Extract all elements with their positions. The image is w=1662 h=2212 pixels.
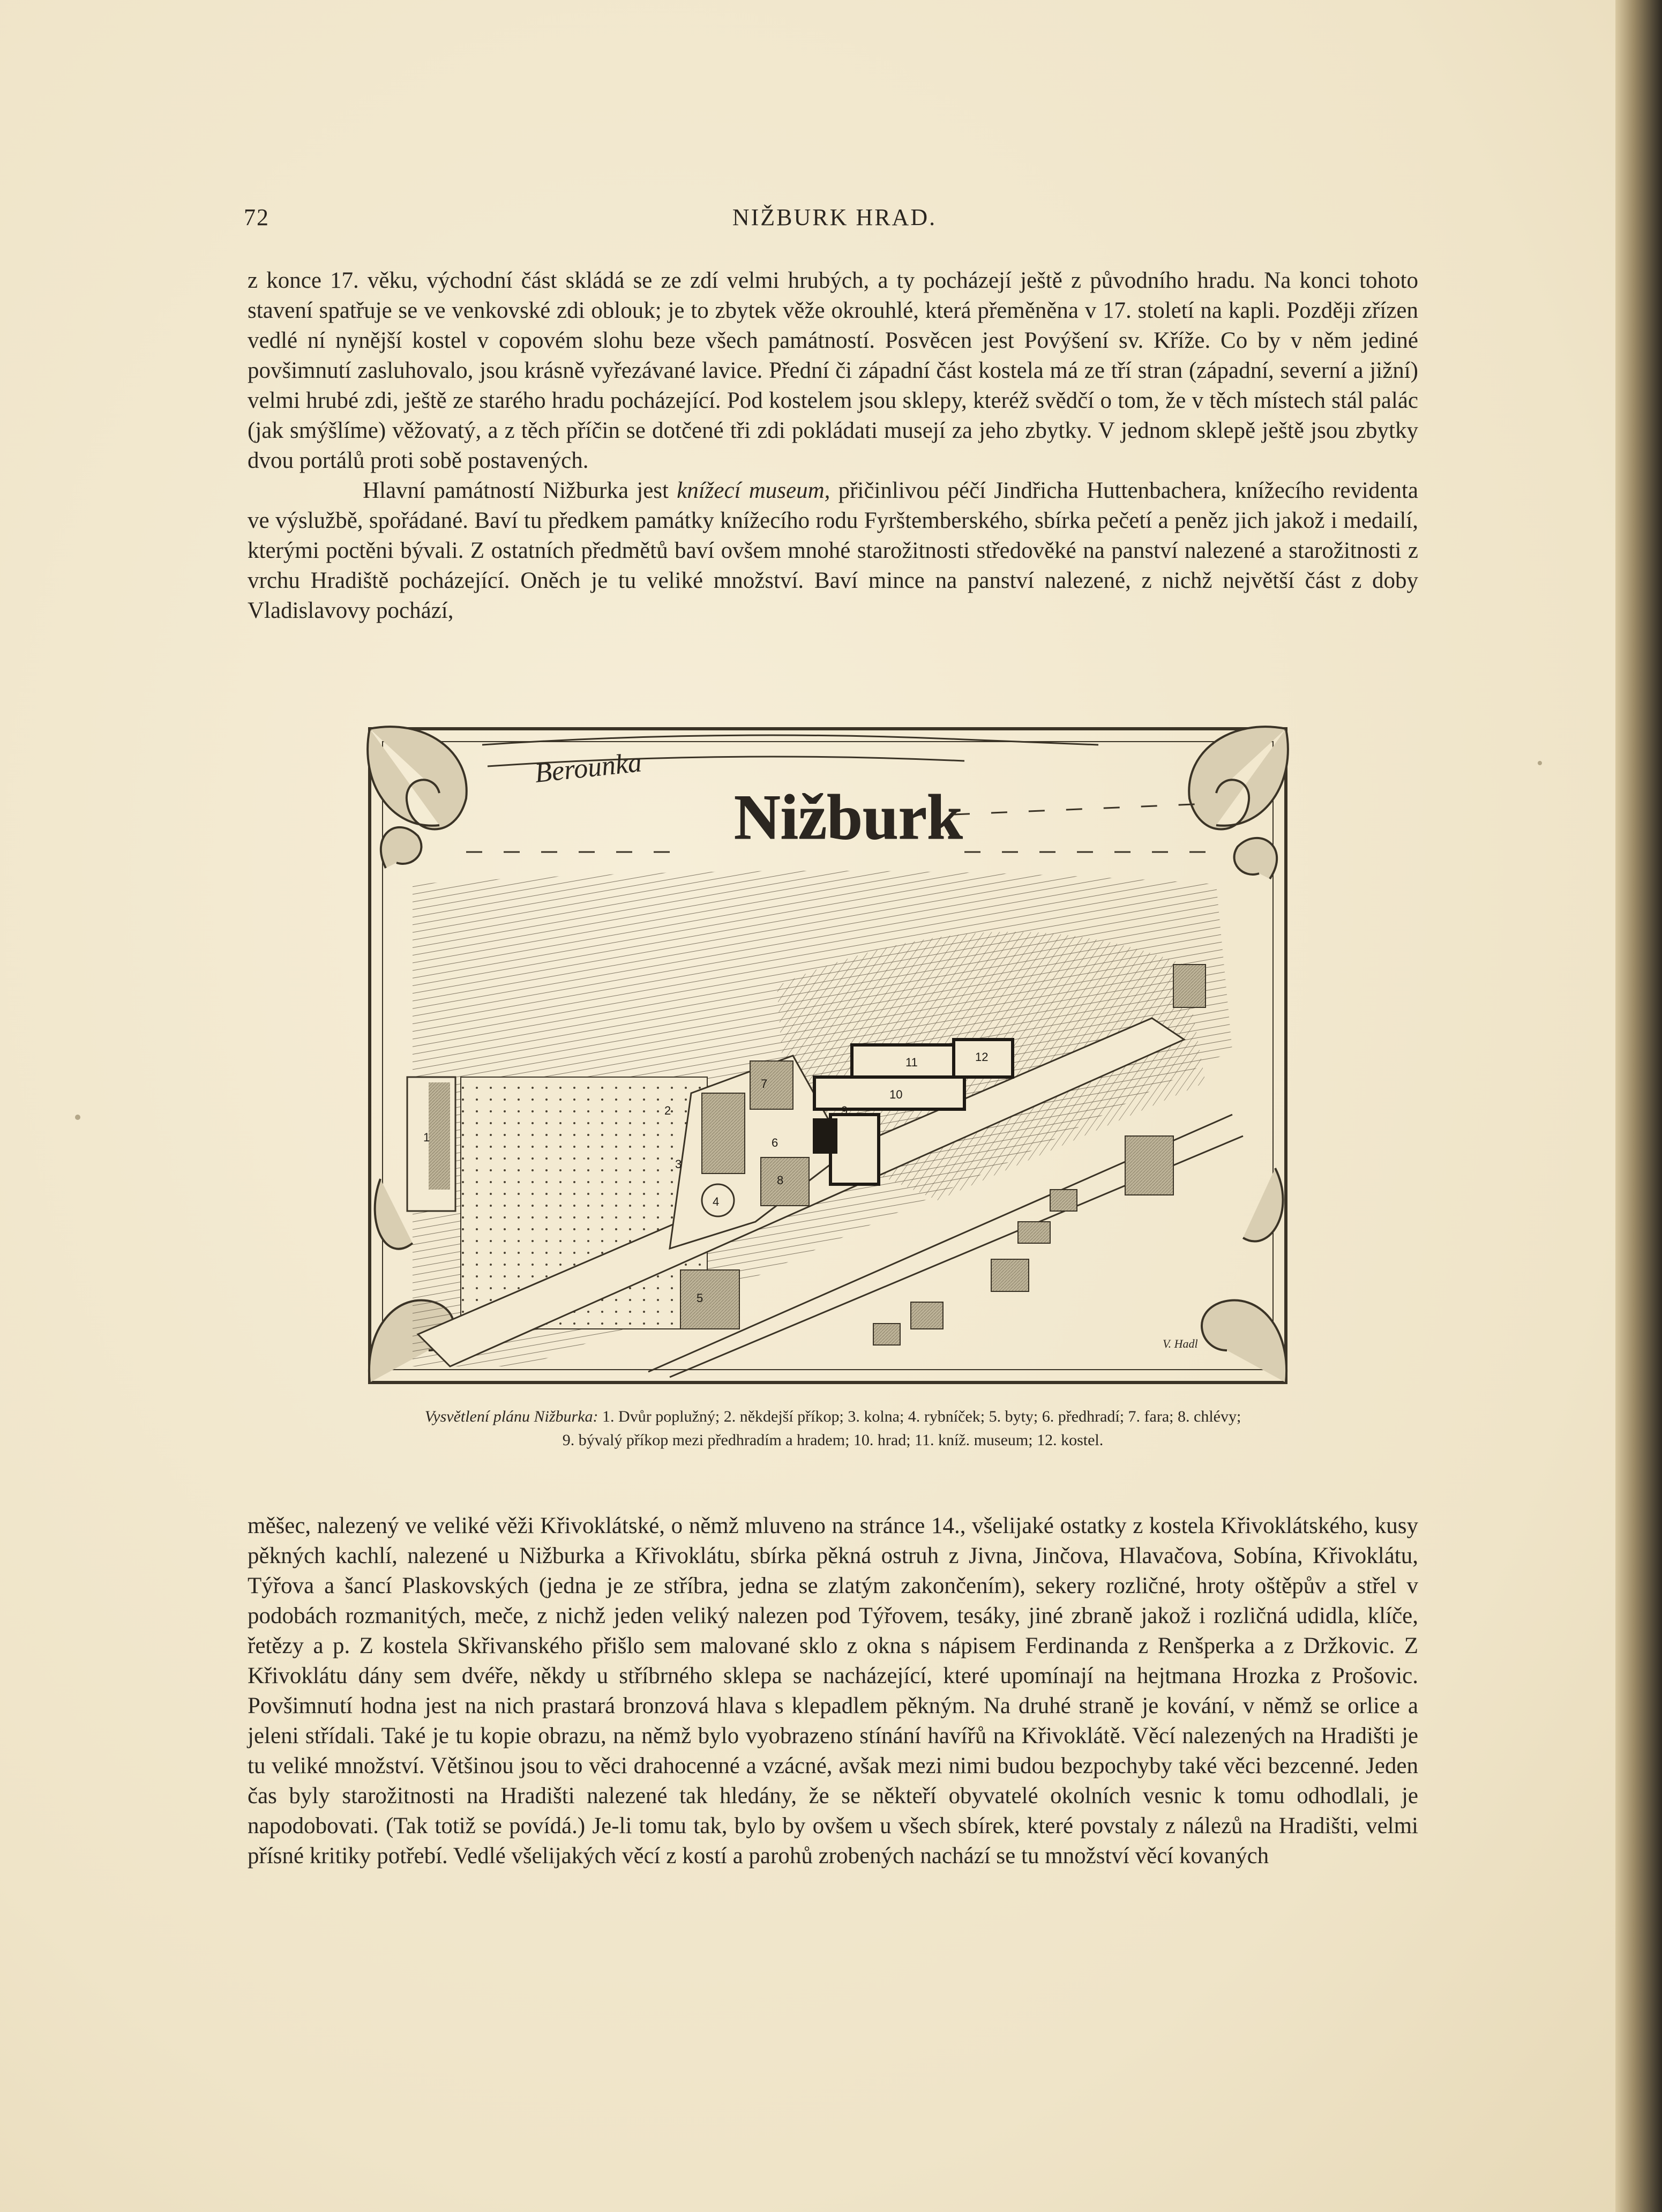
plan-number-12: 12 (975, 1050, 989, 1064)
caption-lead: Vysvětlení plánu Nižburka: (424, 1408, 598, 1425)
plan-number-5: 5 (697, 1291, 703, 1305)
museum-text-after: přičinlivou péčí Jindřicha Huttenbachera, knížecího revidenta ve výslužbě, spořádané. Baví tu předkem památky knížecího rodu Fyrštemberského, sbírka pečetí a peněz jich jakož i medailí, kterými poctěni bývali. Z ostatních předmětů baví ovšem mnohé starožitnosti středověké na panství nalezené a starožitnosti z vrchu Hradiště pocházející. Oněch je tu veliké množství. Baví mince na panství nalezené, z nichž největší část z doby Vladislavovy pochází, (248, 478, 1418, 623)
castle-plan-engraving (348, 707, 1307, 1404)
caption-line-2: 9. bývalý příkop mezi předhradím a hradem; 10. hrad; 11. kníž. museum; 12. kostel. (562, 1431, 1104, 1449)
plan-number-4: 4 (713, 1195, 720, 1208)
paragraph-church: z konce 17. věku, východní část skládá se ze zdí velmi hrubých, a ty pocházejí ještě z původního hradu. Na konci tohoto stavení spatřuje se ve venkovské zdi oblouk; je to zbytek věže okrouhlé, která přeměněna v 17. století na kapli. Později zřízen vedlé ní nynější kostel v copovém slohu beze všech památností. Posvěcen jest Povýšení sv. Kříže. Co by v něm jediné povšimnutí zasluhovalo, jsou krásně vyřezávané lavice. Přední či západní část kostela má ze tří stran (západní, severní a jižní) velmi hrubé zdi, ještě ze starého hradu pocházející. Pod kostelem jsou sklepy, kteréž svědčí o tom, že v těch místech stál palác (jak smýšlíme) věžovatý, a z těch příčin se dotčené tři zdi pokládati musejí za jeho zbytky. V jednom sklepě ještě jsou zbytky dvou portálů proti sobě postavených. (248, 268, 1418, 473)
text-block-bottom (248, 1511, 1418, 1871)
plan-number-8: 8 (777, 1174, 784, 1187)
paper-speck (75, 1115, 80, 1120)
running-title: NIŽBURK HRAD. (732, 204, 937, 230)
plan-number-9: 9 (841, 1104, 848, 1117)
book-spine-edge (1615, 0, 1662, 2212)
caption-legend-1: 1. Dvůr poplužný; 2. někdejší příkop; 3. kolna; 4. rybníček; 5. byty; 6. předhradí; 7. fara; 8. chlévy; (598, 1408, 1241, 1425)
caption-line-1 (248, 1405, 1418, 1429)
river-label: Berounka (533, 747, 643, 789)
museum-italic-term: knížecí museum, (677, 478, 830, 503)
ornament-corner-br (1202, 1168, 1286, 1382)
running-header (244, 204, 1425, 241)
engraver-signature: V. Hadl (1163, 1337, 1198, 1350)
paper-speck (1538, 761, 1542, 765)
figure-caption (248, 1405, 1418, 1452)
museum-text-before: Hlavní památností Nižburka jest (363, 478, 677, 503)
plan-number-7: 7 (761, 1077, 768, 1090)
plan-number-1: 1 (423, 1131, 430, 1144)
paragraph-collection: měšec, nalezený ve veliké věži Křivoklátské, o němž mluveno na stránce 14., všelijaké ostatky z kostela Křivoklátského, kusy pěkných kachlí, nalezené u Nižburka a Křivoklátu, sbírka pěkná ostruh z Jivna, Jinčova, Hlavačova, Sobína, Křivoklátu, Týřova a šancí Plaskovských (jedna je ze stříbra, jedna se zlatým zakončením), sekery rozličné, hroty oštěpův a střel v podobách rozmanitých, meče, z nichž jeden veliký nalezen pod Týřovem, tesáky, jiné zbraně jakož i rozličná udidla, klíče, řetězy a p. Z kostela Skřivanského přišlo sem malované sklo z okna s nápisem Ferdinanda z Renšperka a z Držkovic. Z Křivoklátu dány sem dvéře, někdy u stříbrného sklepa se nacházející, které upomínají na hejtmana Hrozka z Prošovic. Povšimnutí hodna jest na nich prastará bronzová hlava s klepadlem pěkným. Na druhé straně je kování, v němž se orlice a jeleni střídali. Také je tu kopie obrazu, na němž bylo vyobrazeno stínání havířů na Křivoklátě. Věcí nalezených na Hradišti je tu veliké množství. Většinou jsou to věci drahocenné a vzácné, avšak mezi nimi budou bezpochyby také věci bezcenné. Jeden čas byly starožitnosti na Hradišti nalezené tak hledány, že se někteří obyvatelé okolních vesnic k tomu odhodlali, je napodobovati. (Tak totiž se povídá.) Je-li tomu tak, bylo by ovšem u všech sbírek, které povstaly z nálezů na Hradišti, velmi přísné kritiky potřebí. Vedlé všelijakých věcí z kostí a parohů zrobených nachází se tu množství věcí kovaných (248, 1513, 1418, 1869)
plan-number-6: 6 (772, 1136, 778, 1149)
plan-number-10: 10 (889, 1088, 903, 1101)
text-block-top (248, 266, 1418, 626)
ornament-corner-tl (368, 727, 467, 868)
paragraph-museum (248, 476, 1418, 626)
plan-number-2: 2 (664, 1104, 671, 1117)
page-number: 72 (244, 204, 269, 230)
plan-number-3: 3 (675, 1157, 682, 1171)
figure-title: Nižburk (734, 781, 963, 853)
plan-number-11: 11 (905, 1056, 918, 1069)
